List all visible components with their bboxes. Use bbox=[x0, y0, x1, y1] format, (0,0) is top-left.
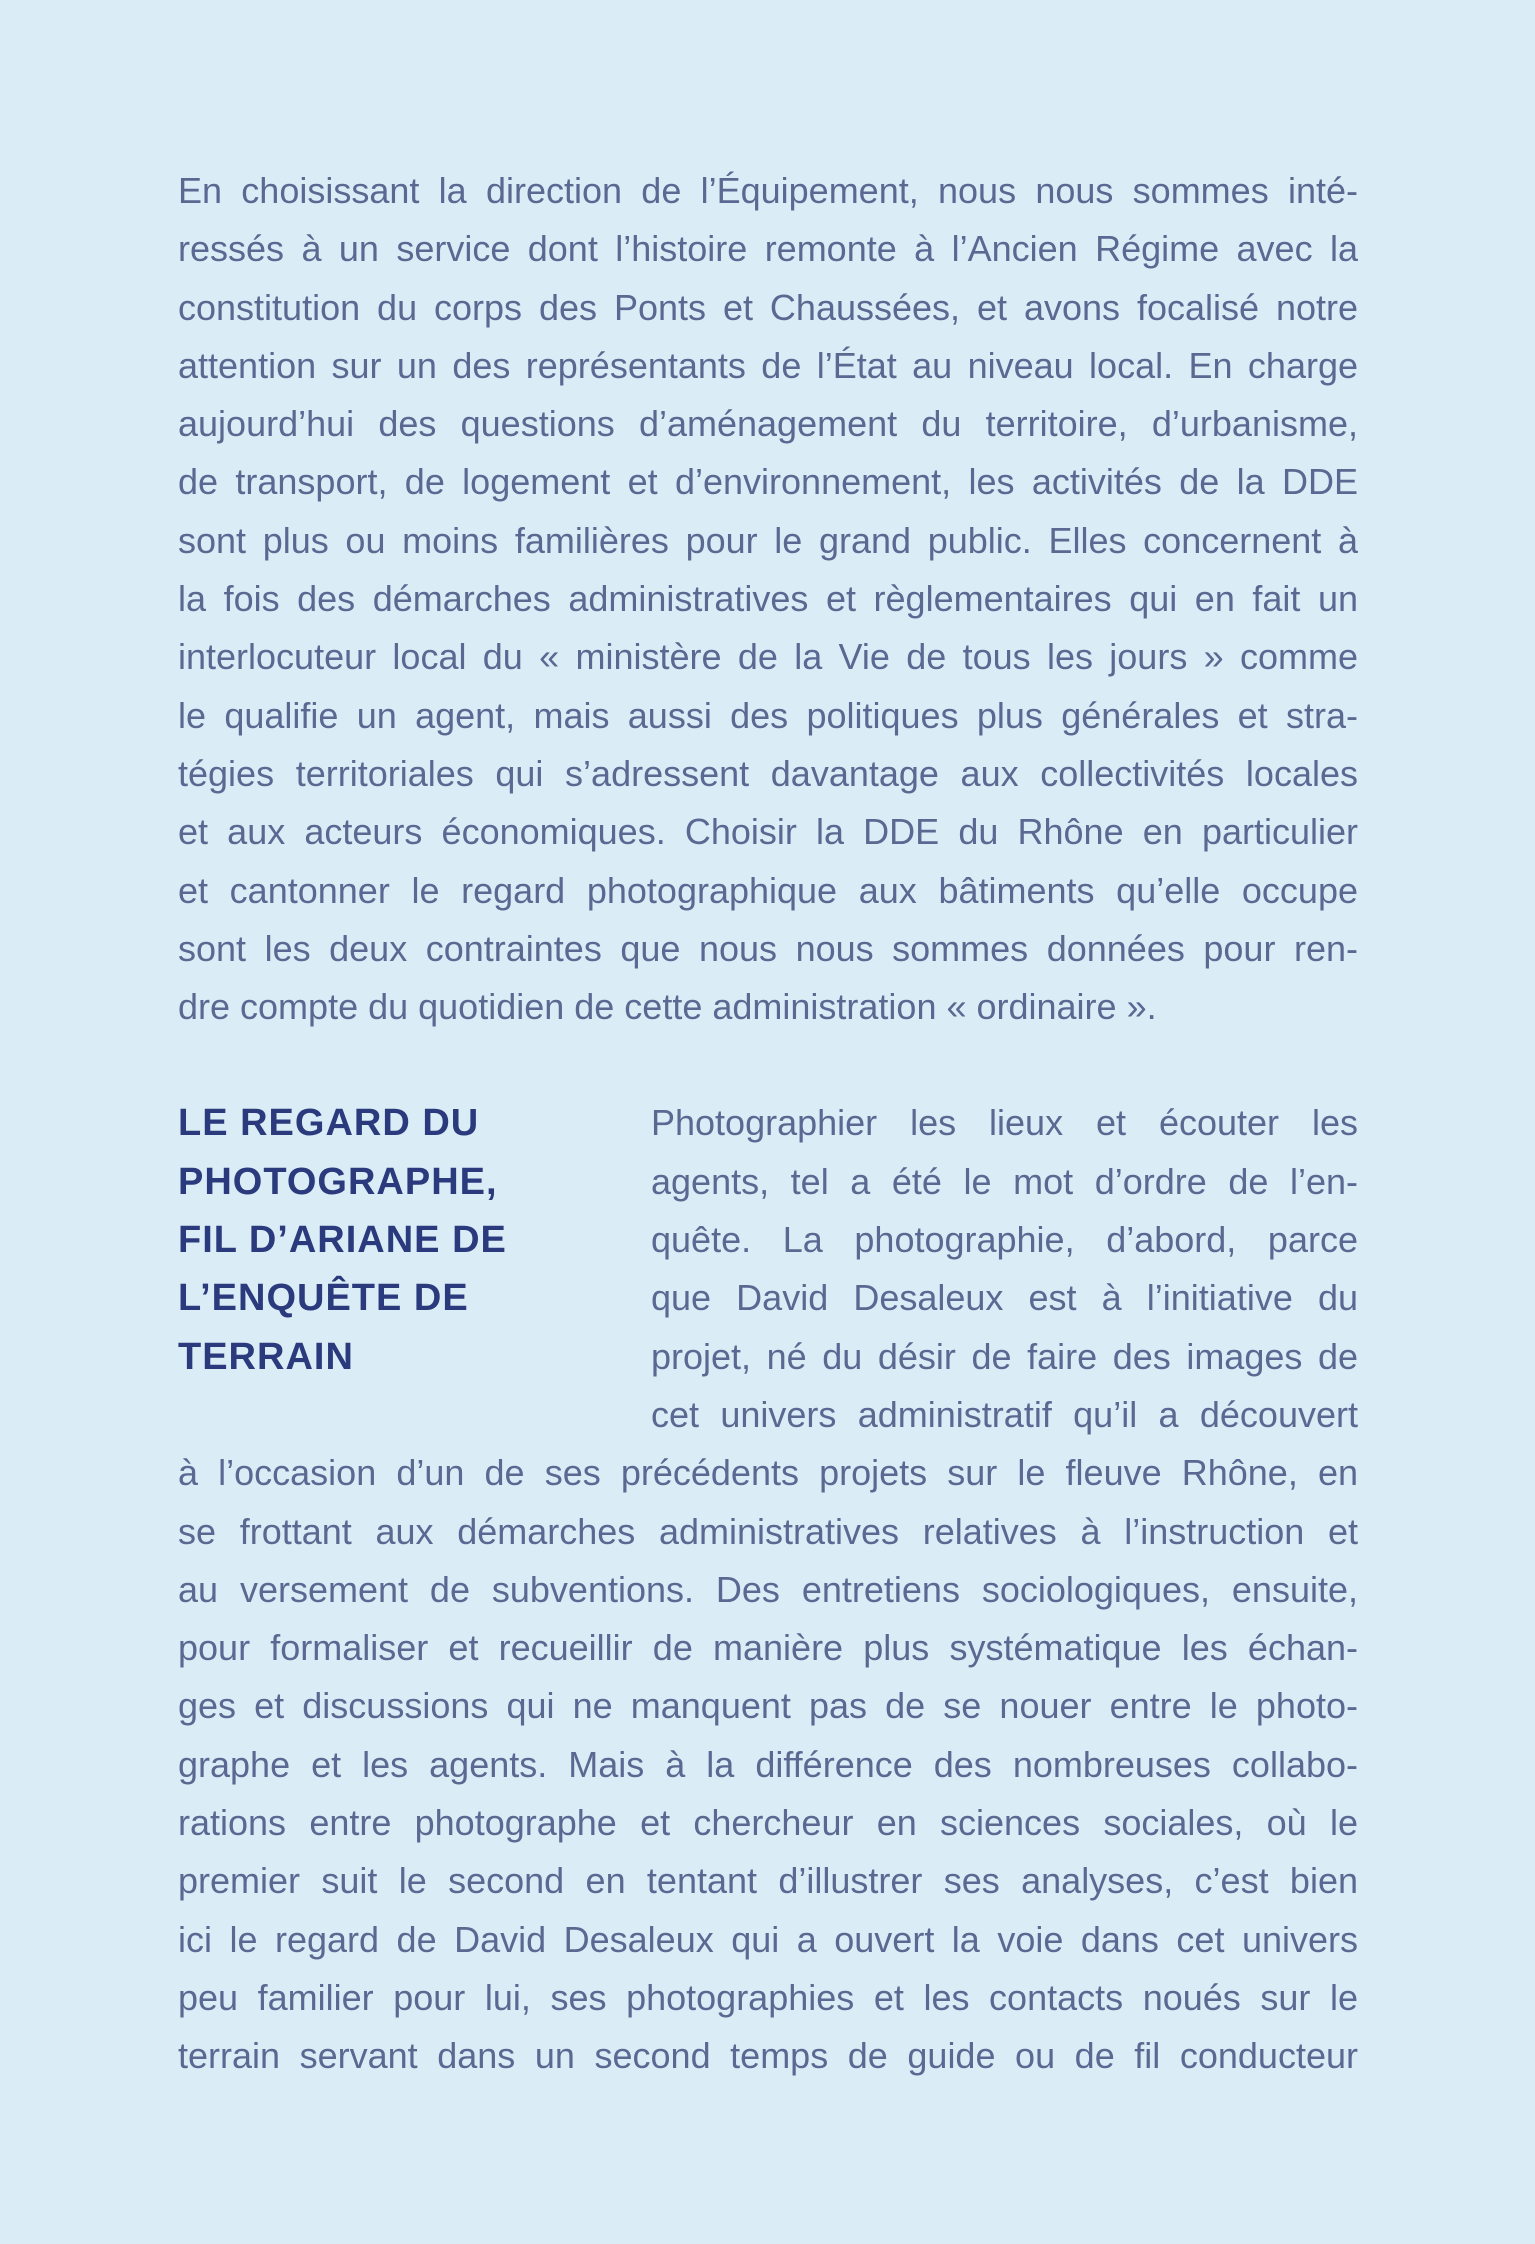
text-line: projet, né du désir de faire des images de bbox=[651, 1335, 1358, 1377]
section-paragraph-side bbox=[651, 1094, 1358, 1444]
text-line: tégies territoriales qui s’adressent davantage aux collectivités locales bbox=[178, 752, 1358, 794]
section-paragraph-full bbox=[178, 1444, 1358, 2085]
intro-paragraph bbox=[178, 162, 1358, 1036]
text-line: graphe et les agents. Mais à la différence des nombreuses collabo- bbox=[178, 1743, 1358, 1785]
heading-line: FIL D’ARIANE DE bbox=[178, 1219, 507, 1262]
text-line: la fois des démarches administratives et règlementaires qui en fait un bbox=[178, 578, 1358, 620]
text-line: quête. La photographie, d’abord, parce bbox=[651, 1219, 1358, 1261]
heading-line: LE REGARD DU bbox=[178, 1102, 480, 1145]
text-line: dre compte du quotidien de cette administration « ordinaire ». bbox=[178, 986, 1157, 1028]
page-content bbox=[178, 162, 1358, 2086]
text-line: se frottant aux démarches administratives relatives à l’instruction et bbox=[178, 1510, 1358, 1552]
text-line: ici le regard de David Desaleux qui a ouvert la voie dans cet univers bbox=[178, 1918, 1358, 1960]
text-line: Photographier les lieux et écouter les bbox=[651, 1102, 1358, 1144]
heading-line: TERRAIN bbox=[178, 1335, 354, 1378]
text-line: ges et discussions qui ne manquent pas de se nouer entre le photo- bbox=[178, 1685, 1358, 1727]
text-line: à l’occasion d’un de ses précédents projets sur le fleuve Rhône, en bbox=[178, 1452, 1358, 1494]
text-line: pour formaliser et recueillir de manière plus systématique les échan- bbox=[178, 1627, 1358, 1669]
text-line: que David Desaleux est à l’initiative du bbox=[651, 1277, 1358, 1319]
text-line: agents, tel a été le mot d’ordre de l’en- bbox=[651, 1160, 1358, 1202]
text-line: aujourd’hui des questions d’aménagement du territoire, d’urbanisme, bbox=[178, 403, 1358, 445]
text-line: ressés à un service dont l’histoire remonte à l’Ancien Régime avec la bbox=[178, 228, 1358, 270]
section-heading bbox=[178, 1094, 618, 1385]
text-line: constitution du corps des Ponts et Chaussées, et avons focalisé notre bbox=[178, 286, 1358, 328]
text-line: au versement de subventions. Des entretiens sociologiques, ensuite, bbox=[178, 1568, 1358, 1610]
text-line: cet univers administratif qu’il a découvert bbox=[651, 1393, 1358, 1435]
text-line: sont plus ou moins familières pour le grand public. Elles concernent à bbox=[178, 519, 1358, 561]
text-line: et aux acteurs économiques. Choisir la DDE du Rhône en particulier bbox=[178, 811, 1358, 853]
text-line: sont les deux contraintes que nous nous sommes données pour ren- bbox=[178, 927, 1358, 969]
text-line: premier suit le second en tentant d’illustrer ses analyses, c’est bien bbox=[178, 1860, 1358, 1902]
heading-line: PHOTOGRAPHE, bbox=[178, 1160, 498, 1203]
text-line: le qualifie un agent, mais aussi des politiques plus générales et stra- bbox=[178, 694, 1358, 736]
text-line: En choisissant la direction de l’Équipement, nous nous sommes inté- bbox=[178, 170, 1358, 211]
text-line: et cantonner le regard photographique aux bâtiments qu’elle occupe bbox=[178, 869, 1358, 911]
text-line: interlocuteur local du « ministère de la Vie de tous les jours » comme bbox=[178, 636, 1358, 678]
text-line: attention sur un des représentants de l’État au niveau local. En charge bbox=[178, 344, 1358, 386]
text-line: rations entre photographe et chercheur en sciences sociales, où le bbox=[178, 1802, 1358, 1844]
section-photographer bbox=[178, 1094, 1358, 2085]
text-line: terrain servant dans un second temps de guide ou de fil conducteur bbox=[178, 2035, 1358, 2077]
heading-line: L’ENQUÊTE DE bbox=[178, 1277, 469, 1320]
text-line: peu familier pour lui, ses photographies et les contacts noués sur le bbox=[178, 1976, 1358, 2018]
text-line: de transport, de logement et d’environnement, les activités de la DDE bbox=[178, 461, 1358, 503]
